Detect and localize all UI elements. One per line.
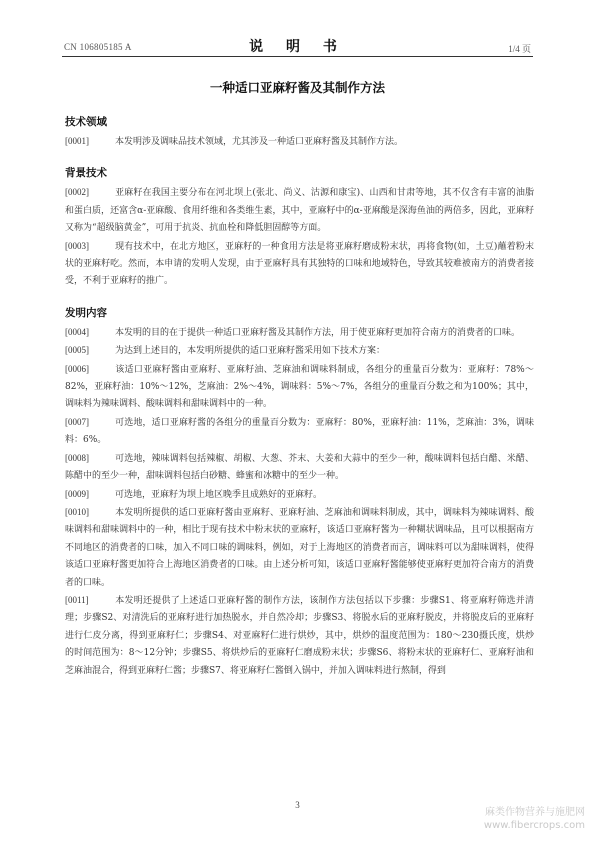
paragraph — [65, 324, 534, 342]
paragraph — [65, 133, 534, 151]
paragraph-text: 本发明所提供的适口亚麻籽酱由亚麻籽、亚麻籽油、芝麻油和调味料制成，其中，调味料为辣味调料、酸味调料和甜味调料中的一种，相比于现有技术中粉末状的亚麻籽，该适口亚麻籽酱为一种糊状调味品，且可以根据南方不同地区的消费者的口味，加入不同口味的调味料，例如，对于上海地区的消费者而言，调味料可以为甜味调料，使得该适口亚麻籽酱更加符合上海地区消费者的口味。由上述分析可知，该适口亚麻籽酱能够使亚麻籽更加符合南方的消费者的口味。 — [65, 507, 534, 588]
paragraph — [65, 450, 534, 486]
page-info: 1/4 页 — [508, 44, 531, 54]
paragraph — [65, 486, 534, 504]
document-body — [65, 108, 534, 680]
paragraph-number: [0002] — [65, 187, 89, 198]
paragraph-text: 本发明涉及调味品技术领域，尤其涉及一种适口亚麻籽酱及其制作方法。 — [115, 137, 404, 147]
paragraph — [65, 414, 534, 450]
paragraph-text: 本发明还提供了上述适口亚麻籽酱的制作方法，该制作方法包括以下步骤：步骤S1、将亚麻籽筛选并清理；步骤S2、对清洗后的亚麻籽进行加热脱水，并自然冷却；步骤S3、将脱水后的亚麻籽脱皮，并将脱皮后的亚麻籽进行仁皮分离，得到亚麻籽仁；步骤S4、对亚麻籽仁进行烘炒，其中，烘炒的温度范围为：180～230摄氏度，烘炒的时间范围为：8～12分钟；步骤S5、将烘炒后的亚麻籽仁磨成粉末状；步骤S6、将粉末状的亚麻籽仁、亚麻籽油和芝麻油混合，得到亚麻籽仁酱；步骤S7、将亚麻籽仁酱倒入锅中，并加入调味料进行熬制，得到 — [65, 595, 534, 676]
paragraph — [65, 361, 534, 414]
paragraph-number: [0001] — [65, 136, 89, 146]
paragraph-text: 该适口亚麻籽酱由亚麻籽、亚麻籽油、芝麻油和调味料制成，各组分的重量百分数为：亚麻籽：78%～82%，亚麻籽油：10%～12%，芝麻油：2%～4%，调味料：5%～7%，各组分的重量百分数之和为100%；其中，调味料为辣味调料、酸味调料和甜味调料中的一种。 — [65, 364, 534, 410]
paragraph — [65, 184, 534, 237]
section-heading: 技术领域 — [65, 116, 107, 128]
paragraph — [65, 342, 534, 360]
watermark-site-name: 麻类作物营养与施肥网 — [485, 807, 585, 818]
document-title: 一种适口亚麻籽酱及其制作方法 — [209, 80, 385, 95]
page-number: 3 — [295, 800, 300, 810]
watermark — [484, 806, 585, 832]
header-divider — [62, 56, 533, 57]
paragraph-number: [0006] — [65, 363, 89, 374]
document-type: 说 明 书 — [249, 39, 346, 55]
section-heading: 背景技术 — [65, 167, 107, 180]
paragraph-text: 亚麻籽在我国主要分布在河北坝上(张北、尚义、沽源和康宝)、山西和甘肃等地，其不仅含有丰富的油脂和蛋白质，还富含α-亚麻酸、食用纤维和各类维生素，其中，亚麻籽中的α-亚麻酸是深海鱼油的两倍多，因此，亚麻籽又称为“超级脑黄金”，可用于抗炎、抗血栓和降低胆固醇等方面。 — [65, 188, 534, 234]
paragraph-text: 可选地，亚麻籽为坝上地区晚季且成熟好的亚麻籽。 — [115, 489, 323, 500]
paragraph-text: 现有技术中，在北方地区，亚麻籽的一种食用方法是将亚麻籽磨成粉末状，再将食物(如，土豆)蘸着粉末状的亚麻籽吃。然而，本申请的发明人发现，由于亚麻籽具有其独特的口味和地域特色，导致其较难被南方的消费者接受，不利于亚麻籽的推广。 — [65, 241, 534, 287]
paragraph-number: [0008] — [65, 452, 89, 463]
paragraph-text: 为达到上述目的，本发明所提供的适口亚麻籽酱采用如下技术方案： — [115, 346, 386, 357]
patent-number: CN 106805185 A — [64, 42, 132, 52]
paragraph — [65, 592, 534, 680]
paragraph-number: [0009] — [65, 488, 89, 499]
watermark-url: www.fibercrops.com — [483, 820, 585, 831]
paragraph-number: [0010] — [65, 506, 89, 517]
paragraph-text: 可选地，适口亚麻籽酱的各组分的重量百分数为：亚麻籽：80%，亚麻籽油：11%，芝麻油：3%，调味料：6%。 — [65, 417, 534, 446]
paragraph-number: [0005] — [65, 345, 89, 356]
paragraph-number: [0003] — [65, 240, 89, 251]
paragraph — [65, 504, 534, 592]
paragraph-text: 可选地，辣味调料包括辣椒、胡椒、大葱、芥末、大姜和大蒜中的至少一种，酸味调料包括白醋、米醋、陈醋中的至少一种，甜味调料包括白砂糖、蜂蜜和冰糖中的至少一种。 — [65, 453, 534, 482]
paragraph-number: [0011] — [65, 594, 89, 605]
paragraph-number: [0004] — [65, 326, 89, 337]
paragraph-text: 本发明的目的在于提供一种适口亚麻籽酱及其制作方法，用于使亚麻籽更加符合南方的消费者的口味。 — [115, 327, 521, 338]
paragraph — [65, 238, 534, 291]
section-heading: 发明内容 — [65, 306, 107, 319]
paragraph-number: [0007] — [65, 416, 89, 427]
